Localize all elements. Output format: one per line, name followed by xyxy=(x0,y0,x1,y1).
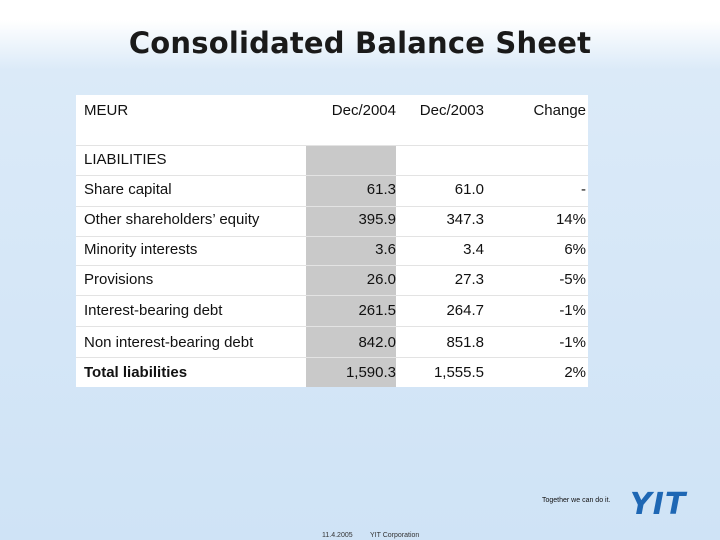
header-change: Change xyxy=(533,102,586,119)
value-change: -1% xyxy=(559,302,586,319)
value-2003: 264.7 xyxy=(446,302,484,319)
row-label: Total liabilities xyxy=(84,364,188,381)
row-divider xyxy=(76,357,588,358)
section-liabilities: LIABILITIES xyxy=(84,151,167,168)
value-2004: 842.0 xyxy=(358,334,396,351)
row-label: Other shareholders’ equity xyxy=(84,211,260,228)
row-divider xyxy=(76,265,588,266)
value-2003: 61.0 xyxy=(454,181,484,198)
row-label: Provisions xyxy=(84,271,154,288)
value-2003: 3.4 xyxy=(463,241,484,258)
footer-date: 11.4.2005 xyxy=(322,532,353,539)
table-header-row xyxy=(76,102,588,122)
section-row xyxy=(76,151,588,171)
row-label: Share capital xyxy=(84,181,172,198)
value-2003: 27.3 xyxy=(454,271,484,288)
value-change: -5% xyxy=(559,271,586,288)
value-2004: 26.0 xyxy=(366,271,396,288)
page-title: Consolidated Balance Sheet xyxy=(128,26,592,60)
row-divider xyxy=(76,326,588,327)
header-dec-2003: Dec/2003 xyxy=(419,102,484,119)
row-label: Minority interests xyxy=(84,241,198,258)
yit-logo: YIT xyxy=(630,487,687,522)
value-2004: 395.9 xyxy=(358,211,396,228)
value-change: 6% xyxy=(564,241,586,258)
value-2003: 1,555.5 xyxy=(433,364,484,381)
row-divider xyxy=(76,206,588,207)
row-divider xyxy=(76,175,588,176)
row-label: Interest-bearing debt xyxy=(84,302,223,319)
value-change: 2% xyxy=(564,364,586,381)
tagline: Together we can do it. xyxy=(542,497,611,504)
footer-company: YIT Corporation xyxy=(370,532,420,539)
value-change: - xyxy=(581,181,586,198)
row-label: Non interest-bearing debt xyxy=(84,334,254,351)
value-change: -1% xyxy=(559,334,586,351)
header-meur: MEUR xyxy=(84,102,129,119)
row-divider xyxy=(76,236,588,237)
value-2004: 1,590.3 xyxy=(345,364,396,381)
value-2003: 851.8 xyxy=(446,334,484,351)
value-2004: 3.6 xyxy=(375,241,396,258)
value-2004: 61.3 xyxy=(366,181,396,198)
value-change: 14% xyxy=(555,211,586,228)
row-divider xyxy=(76,145,588,146)
row-divider xyxy=(76,295,588,296)
header-dec-2004: Dec/2004 xyxy=(331,102,396,119)
value-2004: 261.5 xyxy=(358,302,396,319)
value-2003: 347.3 xyxy=(446,211,484,228)
